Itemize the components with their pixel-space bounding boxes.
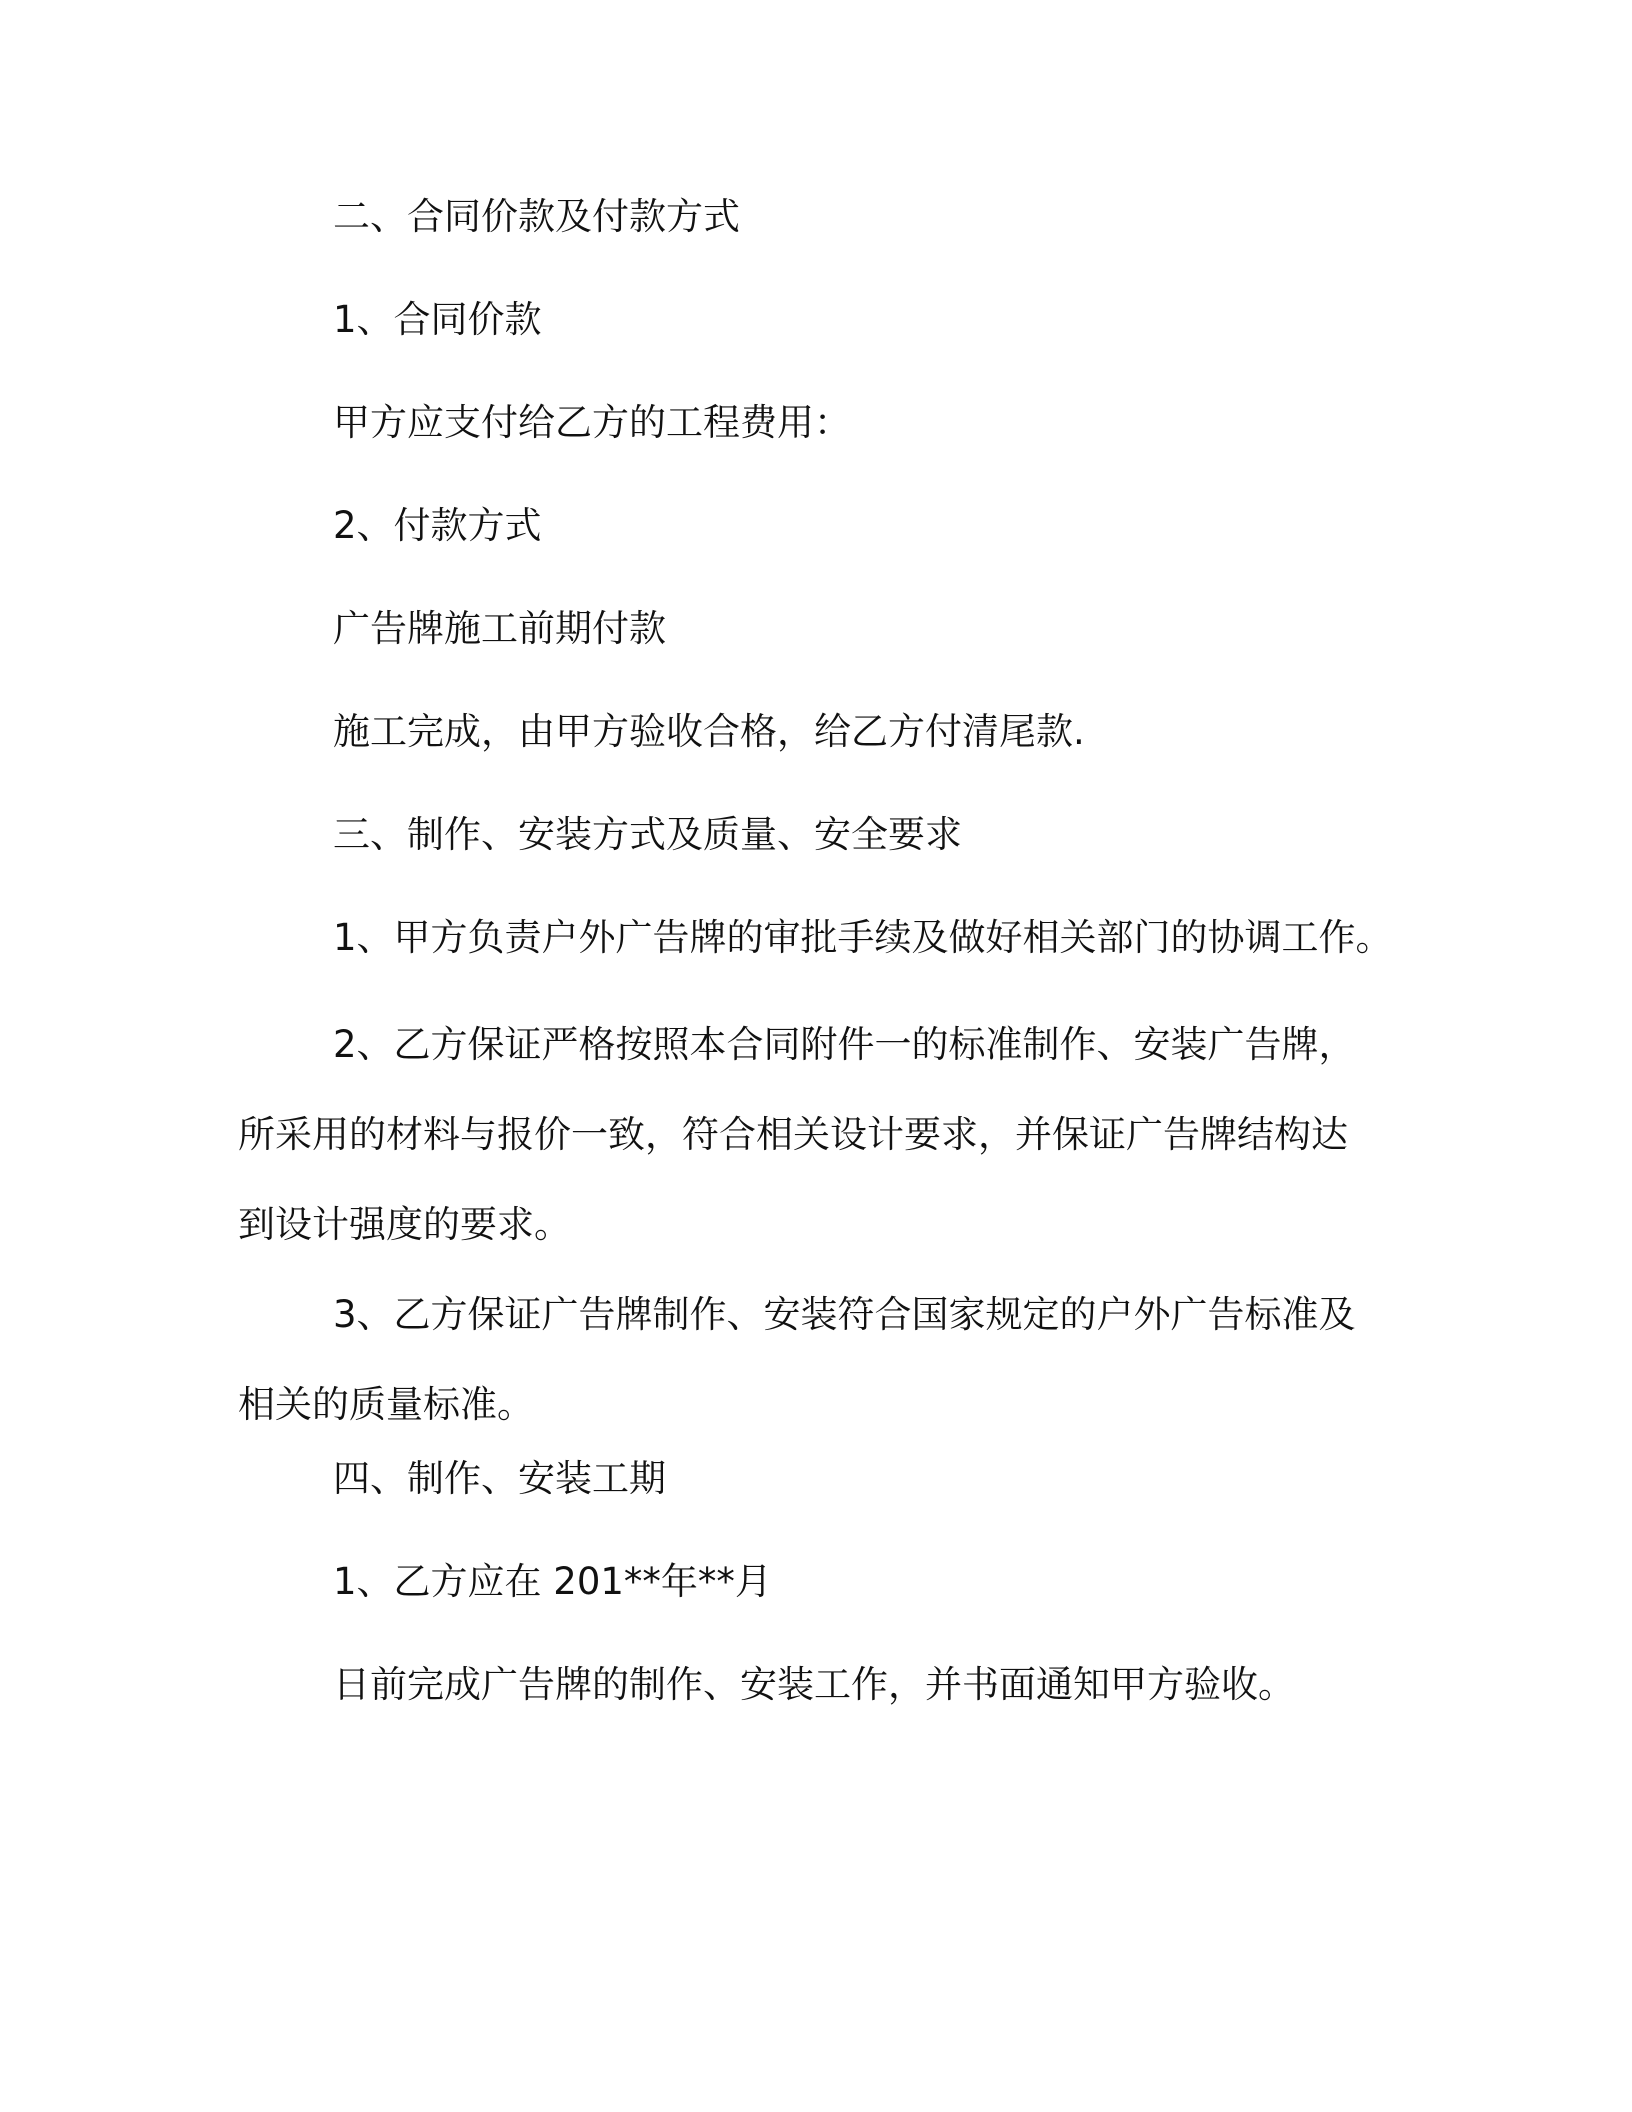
clause-4-1-continued: 日前完成广告牌的制作、安装工作，并书面通知甲方验收。 — [333, 1663, 1295, 1706]
clause-2-2-text-1: 广告牌施工前期付款 — [333, 607, 666, 650]
clause-2-1-text: 甲方应支付给乙方的工程费用： — [333, 401, 851, 444]
section-heading-4: 四、制作、安装工期 — [333, 1457, 666, 1500]
clause-4-1: 1、乙方应在 201**年**月 — [333, 1560, 772, 1603]
clause-2-2-text-2: 施工完成，由甲方验收合格，给乙方付清尾款. — [333, 710, 1085, 753]
clause-3-3: 3、乙方保证广告牌制作、安装符合国家规定的户外广告标准及相关的质量标准。 — [238, 1293, 1356, 1426]
clause-3-1: 1、甲方负责户外广告牌的审批手续及做好相关部门的协调工作。 — [333, 916, 1393, 959]
clause-2-2-title: 2、付款方式 — [333, 504, 542, 547]
clause-3-2: 2、乙方保证严格按照本合同附件一的标准制作、安装广告牌，所采用的材料与报价一致，符合相关设计要求，并保证广告牌结构达到设计强度的要求。 — [238, 1023, 1356, 1246]
section-heading-2: 二、合同价款及付款方式 — [333, 195, 740, 238]
section-heading-3: 三、制作、安装方式及质量、安全要求 — [333, 813, 962, 856]
clause-2-1-title: 1、合同价款 — [333, 298, 542, 341]
